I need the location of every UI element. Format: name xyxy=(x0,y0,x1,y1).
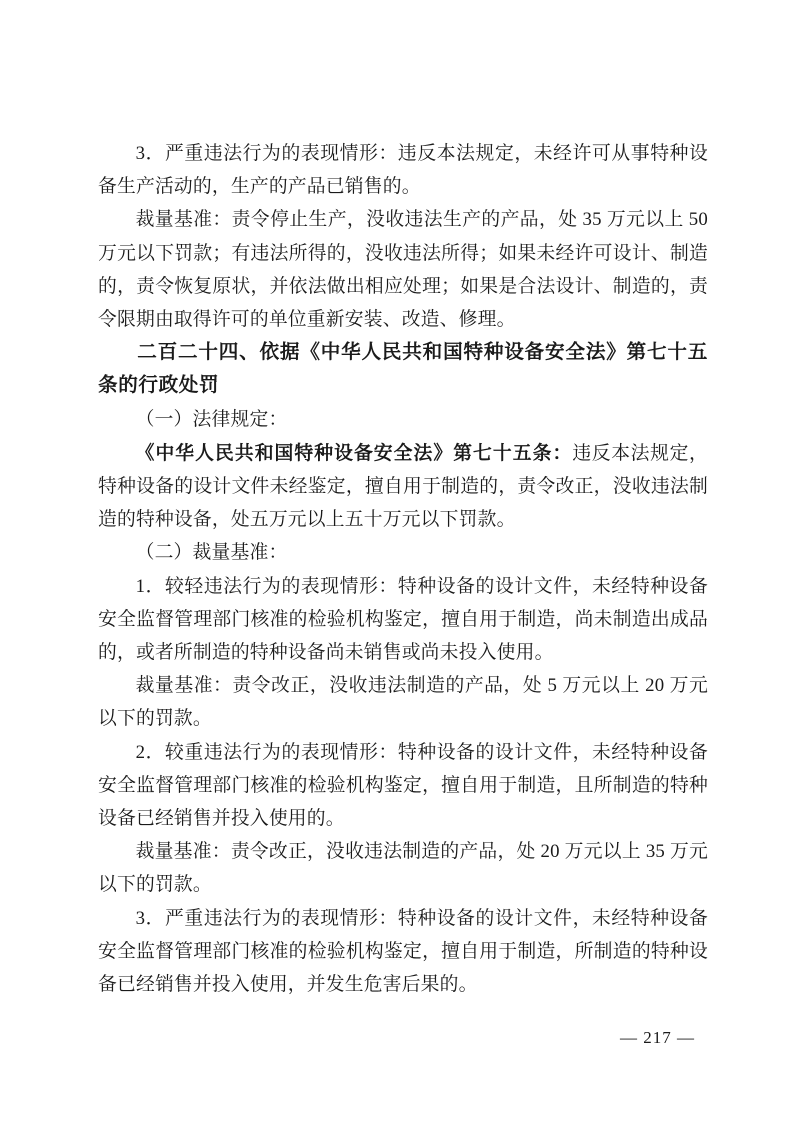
document-content xyxy=(98,137,708,1001)
paragraph-severe-violation: 3．严重违法行为的表现情形：特种设备的设计文件，未经特种设备安全监督管理部门核准的检验机构鉴定，擅自用于制造，所制造的特种设备已经销售并投入使用，并发生危害后果的。 xyxy=(98,907,708,996)
paragraph-severe-violation-prev-section: 3．严重违法行为的表现情形：违反本法规定，未经许可从事特种设备生产活动的，生产的产品已销售的。 xyxy=(98,143,708,198)
paragraph-minor-benchmark: 裁量基准：责令改正，没收违法制造的产品，处 5 万元以上 20 万元以下的罚款。 xyxy=(98,675,708,730)
section-heading-224: 二百二十四、依据《中华人民共和国特种设备安全法》第七十五条的行政处罚 xyxy=(98,341,708,397)
law-article-text: 违反本法规定，特种设备的设计文件未经鉴定，擅自用于制造的，责令改正，没收违法制造的特种设备，处五万元以上五十万元以下罚款。 xyxy=(98,442,708,531)
paragraph-penalty-benchmark-prev-section: 裁量基准：责令停止生产，没收违法生产的产品，处 35 万元以上 50 万元以下罚款；有违法所得的，没收违法所得；如果未经许可设计、制造的，责令恢复原状，并依法做出相应处理；如果是合法设计、制造的，责令限期由取得许可的单位重新安装、改造、修理。 xyxy=(98,209,708,331)
subheading-legal-provision: （一）法律规定： xyxy=(135,408,288,430)
paragraph-law-article-75 xyxy=(98,436,708,537)
page-footer xyxy=(620,1028,695,1048)
paragraph-minor-violation: 1．较轻违法行为的表现情形：特种设备的设计文件，未经特种设备安全监督管理部门核准的检验机构鉴定，擅自用于制造，尚未制造出成品的，或者所制造的特种设备尚未销售或尚未投入使用。 xyxy=(98,575,708,664)
law-article-title: 《中华人民共和国特种设备安全法》第七十五条： xyxy=(135,441,573,463)
paragraph-moderate-violation: 2．较重违法行为的表现情形：特种设备的设计文件，未经特种设备安全监督管理部门核准的检验机构鉴定，擅自用于制造，且所制造的特种设备已经销售并投入使用的。 xyxy=(98,741,708,830)
subheading-discretion-benchmark: （二）裁量基准： xyxy=(135,542,288,564)
paragraph-moderate-benchmark: 裁量基准：责令改正，没收违法制造的产品，处 20 万元以上 35 万元以下的罚款。 xyxy=(98,841,708,896)
page-number: — 217 — xyxy=(620,1028,695,1047)
